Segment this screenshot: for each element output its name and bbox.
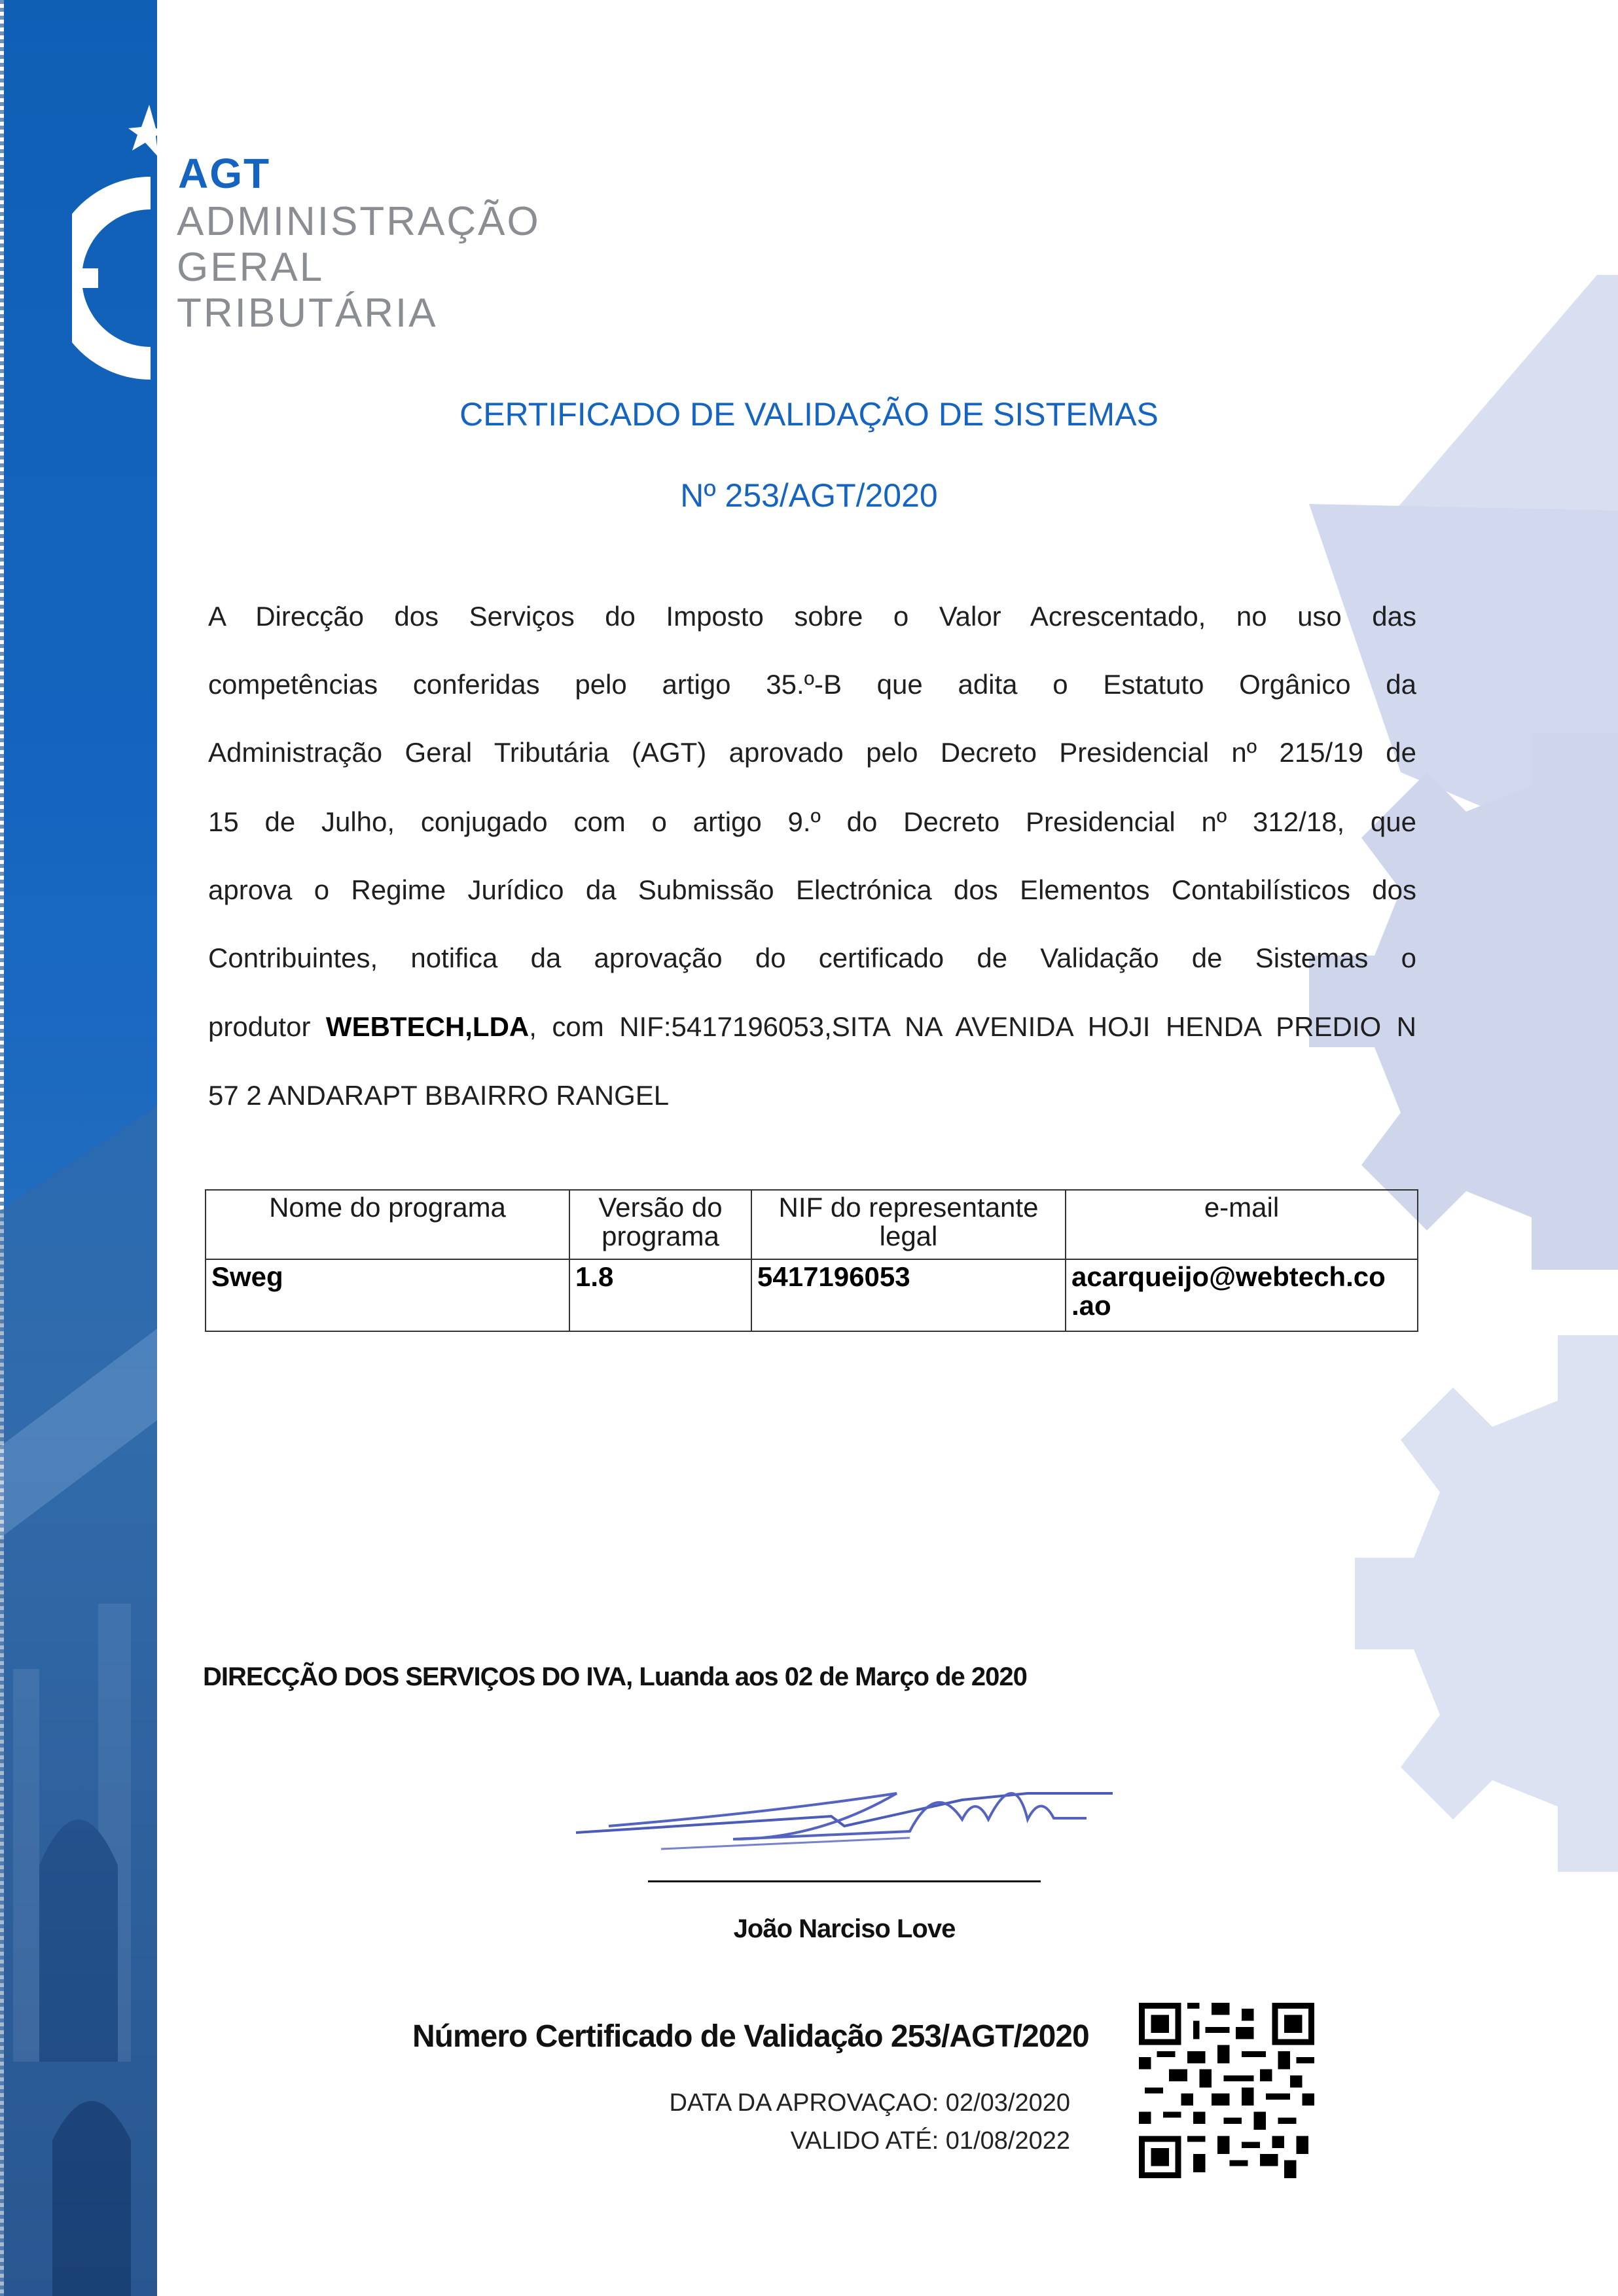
valid-until: VALIDO ATÉ: 01/08/2022 <box>790 2127 1070 2155</box>
header-nif: NIF do representante legal <box>751 1190 1066 1259</box>
logo-line-3: TRIBUTÁRIA <box>177 291 438 336</box>
qr-code <box>1139 2003 1314 2178</box>
body-line-1: A Direcção dos Serviços do Imposto sobre o Valor Acrescentado, no uso das <box>208 601 1416 632</box>
body-line-2: competências conferidas pelo artigo 35.º-B que adita o Estatuto Orgânico da <box>208 669 1416 700</box>
body-line-3: Administração Geral Tributária (AGT) aprovado pelo Decreto Presidencial nº 215/19 de <box>208 737 1416 768</box>
logo-line-2: GERAL <box>177 245 325 290</box>
certificate-title: CERTIFICADO DE VALIDAÇÃO DE SISTEMAS <box>459 396 1159 433</box>
handwritten-signature <box>569 1754 1119 1865</box>
body-line-7 <box>208 1011 1416 1043</box>
footer-certificate-number: Número Certificado de Validação 253/AGT/2020 <box>412 2019 1089 2054</box>
certificate-number: Nº 253/AGT/2020 <box>680 477 938 514</box>
body-line-4: 15 de Julho, conjugado com o artigo 9.º do Decreto Presidencial nº 312/18, que <box>208 806 1416 837</box>
cell-nif: 5417196053 <box>751 1259 1066 1331</box>
signer-name: João Narciso Love <box>733 1914 956 1943</box>
program-table <box>205 1189 1418 1332</box>
signature-caption: DIRECÇÃO DOS SERVIÇOS DO IVA, Luanda aos 02 de Março de 2020 <box>203 1662 1027 1691</box>
table-header-row <box>206 1190 1418 1259</box>
signature-line <box>648 1880 1041 1882</box>
building-illustration <box>0 1080 157 2296</box>
body-line-6: Contribuintes, notifica da aprovação do certificado de Validação de Sistemas o <box>208 942 1416 973</box>
logo-brand: AGT <box>178 150 271 197</box>
cell-version: 1.8 <box>569 1259 751 1331</box>
body-line-8: 57 2 ANDARAPT BBAIRRO RANGEL <box>208 1080 670 1111</box>
body-line-5: aprova o Regime Jurídico da Submissão Electrónica dos Elementos Contabilísticos dos <box>208 874 1416 905</box>
producer-prefix: produtor <box>208 1011 311 1042</box>
table-row <box>206 1259 1418 1331</box>
approval-date: DATA DA APROVAÇAO: 02/03/2020 <box>669 2089 1070 2117</box>
header-version: Versão do programa <box>569 1190 751 1259</box>
producer-name: WEBTECH,LDA <box>325 1011 530 1042</box>
header-program-name: Nome do programa <box>206 1190 569 1259</box>
producer-details: , com NIF:5417196053,SITA NA AVENIDA HOJI HENDA PREDIO N <box>529 1011 1416 1042</box>
cell-email: acarqueijo@webtech.co .ao <box>1066 1259 1418 1331</box>
logo-line-1: ADMINISTRAÇÃO <box>177 199 541 244</box>
agt-gear-star-icon <box>72 105 164 393</box>
header-email: e-mail <box>1066 1190 1418 1259</box>
cell-program-name: Sweg <box>206 1259 569 1331</box>
